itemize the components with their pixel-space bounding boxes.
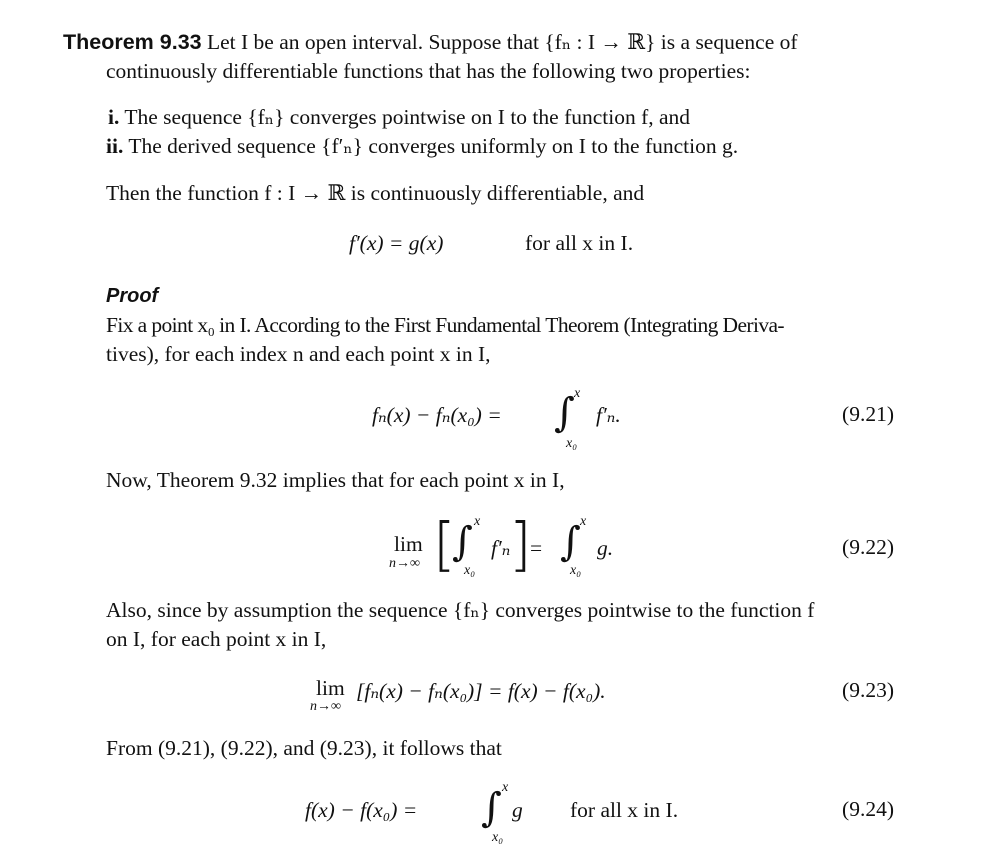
eq22-right-bracket: ] bbox=[509, 510, 532, 578]
eq21-rhs: f′ₙ. bbox=[596, 403, 621, 427]
theorem-line-1 bbox=[63, 29, 798, 55]
eq22-upper-limit-2: x bbox=[580, 514, 587, 529]
proof-p1-line-2: tives), for each index n and each point x in I, bbox=[106, 342, 491, 366]
property-item-2 bbox=[106, 133, 738, 159]
eq22-equals: = bbox=[530, 536, 543, 560]
theorem-line-2: continuously differentiable functions that has the following two properties: bbox=[106, 59, 751, 83]
eq21-lhs: fₙ(x) − fₙ(x₀) = bbox=[372, 403, 502, 427]
eq22-integral-sign-1: ∫ bbox=[452, 519, 473, 565]
eq24-upper-limit: x bbox=[502, 780, 509, 795]
conclusion-line: Then the function f : I → ℝ is continuously differentiable, and bbox=[106, 181, 645, 205]
eq21-lower-limit: x₀ bbox=[566, 436, 578, 451]
proof-heading: Proof bbox=[106, 285, 159, 307]
property-text-1: The sequence {fₙ} converges pointwise on I to the function f, and bbox=[124, 105, 691, 129]
eq24-rhs: g bbox=[512, 798, 523, 822]
conclusion-qualifier: for all x in I. bbox=[525, 231, 634, 255]
eq23-tag: (9.23) bbox=[842, 678, 894, 702]
property-marker-1: i. bbox=[108, 105, 120, 129]
eq24-integral-sign: ∫ bbox=[481, 785, 502, 831]
eq22-lower-limit-2: x₀ bbox=[570, 563, 582, 578]
eq23-lim: lim bbox=[316, 676, 345, 700]
proof-p2: Now, Theorem 9.32 implies that for each point x in I, bbox=[106, 468, 565, 492]
eq23-lim-sub: n→∞ bbox=[310, 699, 341, 714]
eq21-integral-sign: ∫ bbox=[554, 390, 575, 436]
proof-p1-line-1: Fix a point x₀ in I. According to the First Fundamental Theorem (Integrating Deriva- bbox=[106, 313, 784, 337]
theorem-text-1: Let I be an open interval. Suppose that {fₙ : I → ℝ} is a sequence of bbox=[207, 30, 798, 54]
property-marker-2: ii. bbox=[106, 134, 124, 158]
eq24-lower-limit: x₀ bbox=[492, 830, 504, 845]
eq22-lim-sub: n→∞ bbox=[389, 556, 420, 571]
proof-p4: From (9.21), (9.22), and (9.23), it follows that bbox=[106, 736, 502, 760]
proof-p3-line-1: Also, since by assumption the sequence {fₙ} converges pointwise to the function f bbox=[106, 598, 815, 622]
property-text-2: The derived sequence {f′ₙ} converges uniformly on I to the function g. bbox=[128, 134, 739, 158]
eq22-upper-limit-1: x bbox=[474, 514, 481, 529]
eq22-lower-limit-1: x₀ bbox=[464, 563, 476, 578]
eq22-left-bracket: [ bbox=[433, 510, 456, 578]
eq22-tag: (9.22) bbox=[842, 535, 894, 559]
eq22-lim: lim bbox=[394, 532, 423, 556]
eq22-integrand: f′ₙ bbox=[491, 536, 511, 560]
eq24-tag: (9.24) bbox=[842, 797, 894, 821]
conclusion-formula: f′(x) = g(x) bbox=[349, 231, 444, 255]
proof-p3-line-2: on I, for each point x in I, bbox=[106, 627, 327, 651]
theorem-label: Theorem 9.33 bbox=[63, 30, 202, 54]
eq21-upper-limit: x bbox=[574, 386, 581, 401]
eq24-lhs: f(x) − f(x₀) = bbox=[305, 798, 418, 822]
eq24-qualifier: for all x in I. bbox=[570, 798, 679, 822]
eq23-body: [fₙ(x) − fₙ(x₀)] = f(x) − f(x₀). bbox=[356, 679, 606, 703]
eq22-integral-sign-2: ∫ bbox=[560, 519, 581, 565]
eq21-tag: (9.21) bbox=[842, 402, 894, 426]
eq22-rhs: g. bbox=[597, 536, 614, 560]
property-item-1 bbox=[108, 104, 690, 130]
